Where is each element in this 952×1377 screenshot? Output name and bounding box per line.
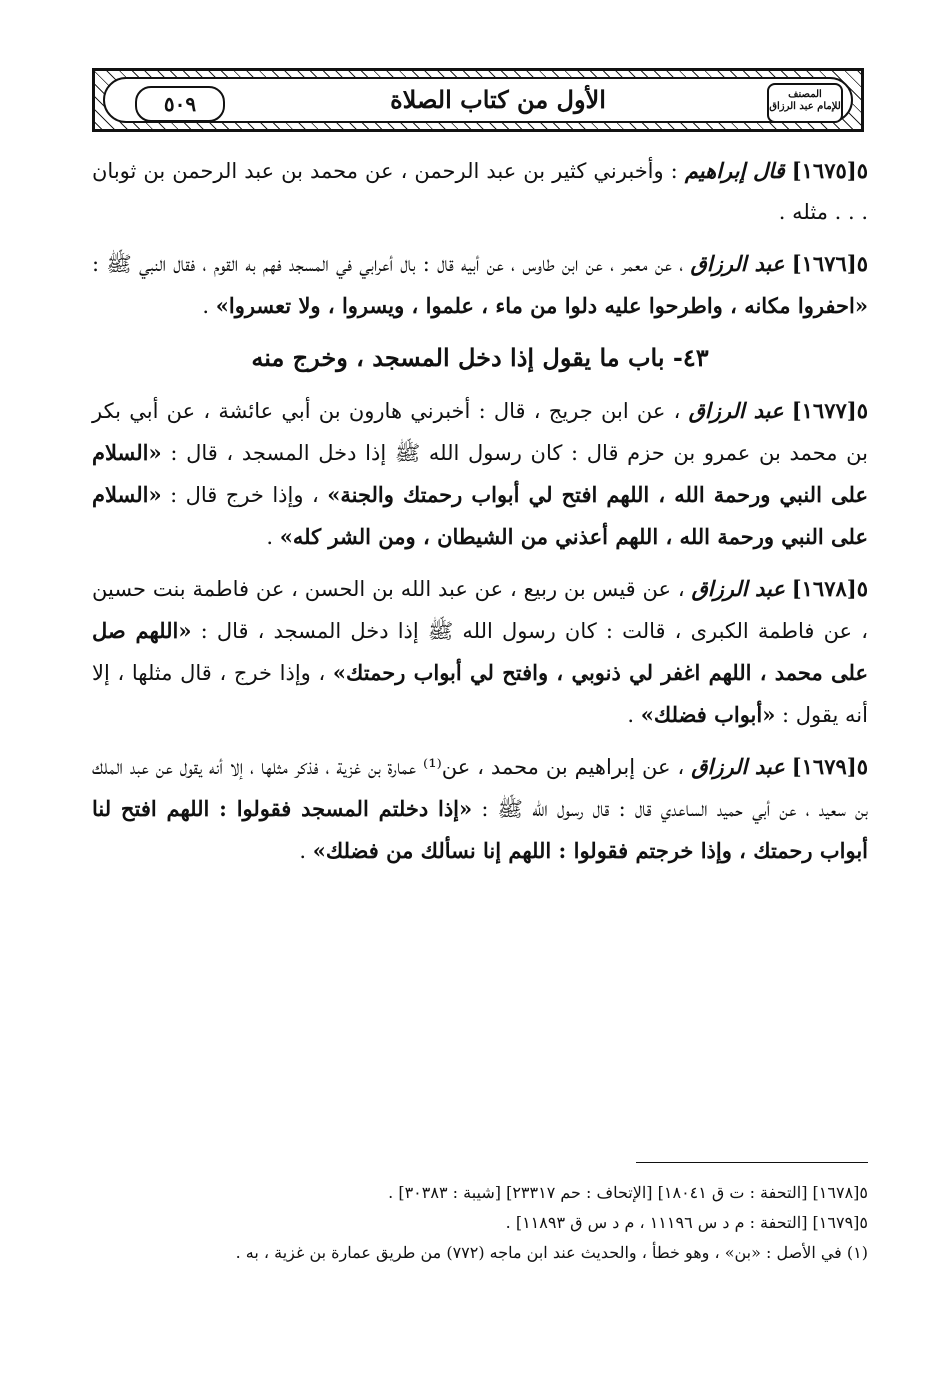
entry-text: ، عن قيس بن ربيع ، عن عبد الله بن الحسن ، عن فاطمة بنت حسين ، عن فاطمة الكبرى ، قالت : كان رسول الله ﷺ إذا دخل المسجد ، قال : <box>92 577 868 643</box>
footnote-divider <box>636 1162 868 1163</box>
chapter-heading: ٤٣- باب ما يقول إذا دخل المسجد ، وخرج منه <box>251 343 709 372</box>
entry-text: ، عن ابن جريج ، قال : أخبرني هارون بن أبي عائشة ، عن أبي بكر بن محمد بن عمرو بن حزم قال : كان رسول الله ﷺ إذا دخل المسجد ، قال : <box>92 399 868 465</box>
entry-text: ، عن معمر ، عن ابن طاوس ، عن أبيه قال : بال أعرابي في المسجد فهم به القوم ، فقال النبي ﷺ : <box>92 252 684 276</box>
narrator: عبد الرزاق <box>691 576 785 601</box>
narrator: عبد الرزاق <box>688 398 784 423</box>
hadith-entry <box>92 746 868 872</box>
seal-line-1: المصنف <box>788 89 822 100</box>
hadith-entry <box>92 390 868 558</box>
hadith-quote: «إذا دخلتم المسجد فقولوا : اللهم افتح لنا أبواب رحمتك ، وإذا خرجتم فقولوا : اللهم إنا نسألك من فضلك» <box>92 796 868 863</box>
footnote: ٥[١٦٧٩] [التحفة : م د س ١١١٩٦ ، م د س ق ١١٨٩٣] . <box>505 1213 868 1232</box>
entry-number: ٥[١٦٧٦] <box>791 251 868 276</box>
entry-mid: ، وإذا خرج قال : <box>170 483 319 507</box>
hadith-quote: «احفروا مكانه ، واطرحوا عليه دلوا من ماء ، علموا ، ويسروا ، ولا تعسروا» <box>215 293 868 318</box>
main-text <box>92 150 868 882</box>
entry-number: ٥[١٦٧٧] <box>791 398 868 423</box>
footnote: (١) في الأصل : «بن» ، وهو خطأ ، والحديث عند ابن ماجه (٧٧٢) من طريق عمارة بن غزية ، به . <box>235 1243 868 1262</box>
hadith-quote: «السلام على النبي ورحمة الله ، اللهم افتح لي أبواب رحمتك والجنة» <box>92 440 868 507</box>
hadith-entry <box>92 243 868 327</box>
page-number: ٥٠٩ <box>135 86 225 122</box>
entry-end: . <box>627 703 635 727</box>
page-header <box>92 68 864 132</box>
running-title: الأول من كتاب الصلاة <box>390 85 606 114</box>
entry-mid: ، وإذا خرج ، قال مثلها ، إلا أنه يقول : <box>92 661 868 727</box>
entry-end: . <box>266 525 274 549</box>
entry-text: ، عن إبراهيم بن محمد ، عن⁽¹⁾ عمارة بن غزية ، فذكر مثلها ، إلا أنه يقول عن عبد الملك بن سعيد ، عن أبي حميد الساعدي قال : قال رسول الله ﷺ : <box>92 755 868 821</box>
footnote: ٥[١٦٧٨] [التحفة : ت ق ١٨٠٤١] [الإتحاف : حم ٢٣٣١٧] [شيبة : ٣٠٣٨٣] . <box>388 1183 868 1202</box>
hadith-quote: «السلام على النبي ورحمة الله ، اللهم أعذني من الشيطان ، ومن الشر كله» <box>92 482 868 549</box>
footnotes <box>92 1178 868 1268</box>
entry-end: . <box>202 294 210 318</box>
hadith-quote: «أبواب فضلك» <box>640 702 776 727</box>
header-frame <box>103 77 853 123</box>
hadith-quote: «اللهم صل على محمد ، اللهم اغفر لي ذنوبي ، وافتح لي أبواب رحمتك» <box>92 618 869 685</box>
narrator: قال إبراهيم <box>684 158 785 183</box>
entry-number: ٥[١٦٧٩] <box>791 754 868 779</box>
entry-number: ٥[١٦٧٨] <box>791 576 868 601</box>
entry-number: ٥[١٦٧٥] <box>791 158 868 183</box>
entry-text: : وأخبرني كثير بن عبد الرحمن ، عن محمد بن عبد الرحمن بن ثوبان . . . مثله . <box>92 159 868 224</box>
seal-line-2: للإمام عبد الرزاق <box>769 101 841 112</box>
entry-end: . <box>299 839 307 863</box>
hadith-entry <box>92 150 868 233</box>
narrator: عبد الرزاق <box>691 754 785 779</box>
narrator: عبد الرزاق <box>690 251 785 276</box>
hadith-entry <box>92 568 868 736</box>
book-seal-logo <box>767 83 843 123</box>
